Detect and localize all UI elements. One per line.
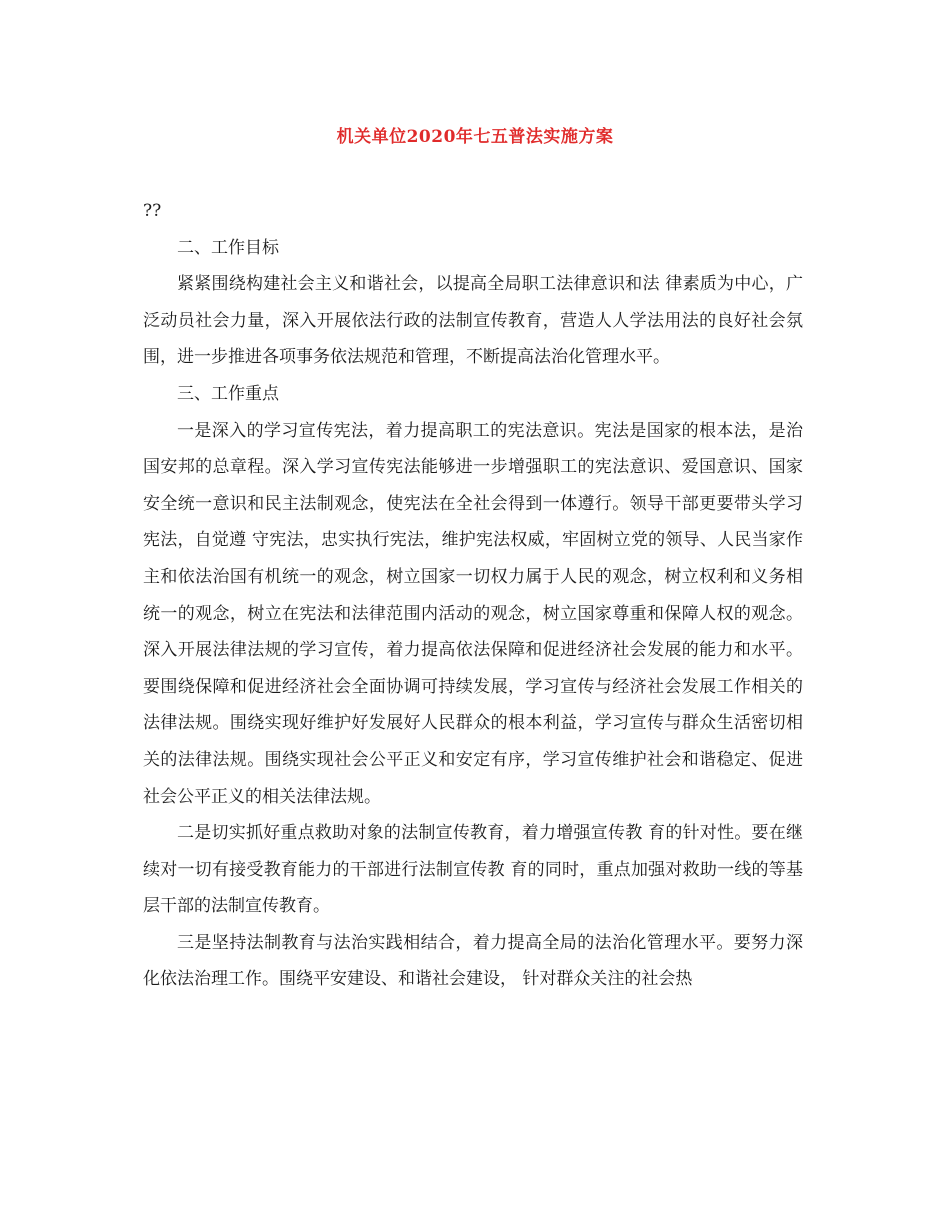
paragraph-priority-three: 三是坚持法制教育与法治实践相结合，着力提高全局的法治化管理水平。要努力深化依法治理工作。围绕平安建设、和谐社会建设， 针对群众关注的社会热 bbox=[143, 932, 803, 990]
section-heading-work-goals: 二、工作目标 bbox=[177, 237, 279, 258]
paragraph-priority-one: 一是深入的学习宣传宪法，着力提高职工的宪法意识。宪法是国家的根本法，是治国安邦的总章程。深入学习宣传宪法能够进一步增强职工的宪法意识、爱国意识、国家安全统一意识和民主法制观念，使宪法在全社会得到一体遵行。领导干部更要带头学习宪法，自觉遵 守宪法，忠实执行宪法，维护宪法权威，牢固树立党的领导、人民当家作主和依法治国有机统一的观念，树立国家一切权力属于人民的观念，树立权利和义务相统一的观念，树立在宪法和法律范围内活动的观念，树立国家尊重和保障人权的观念。深入开展法律法规的学习宣传，着力提高依法保障和促进经济社会发展的能力和水平。要围绕保障和促进经济社会全面协调可持续发展，学习宣传与经济社会发展工作相关的法律法规。围绕实现好维护好发展好人民群众的根本利益，学习宣传与群众生活密切相关的法律法规。围绕实现社会公平正义和安定有序，学习宣传维护社会和谐稳定、促进社会公平正义的相关法律法规。 bbox=[143, 420, 803, 807]
section-heading-work-priorities: 三、工作重点 bbox=[177, 383, 279, 404]
document-title: 机关单位2020年七五普法实施方案 bbox=[336, 127, 614, 147]
paragraph-priority-two: 二是切实抓好重点救助对象的法制宣传教育，着力增强宣传教 育的针对性。要在继续对一切有接受教育能力的干部进行法制宣传教 育的同时，重点加强对救助一线的等基层干部的法制宣传教育。 bbox=[143, 823, 803, 917]
document-body bbox=[143, 193, 803, 998]
paragraph-work-goals: 紧紧围绕构建社会主义和谐社会，以提高全局职工法律意识和法 律素质为中心，广泛动员社会力量，深入开展依法行政的法制宣传教育，营造人人学法用法的良好社会氛围，进一步推进各项事务依法规范和管理，不断提高法治化管理水平。 bbox=[143, 274, 803, 368]
paragraph-placeholder-marks: ?? bbox=[143, 201, 162, 221]
